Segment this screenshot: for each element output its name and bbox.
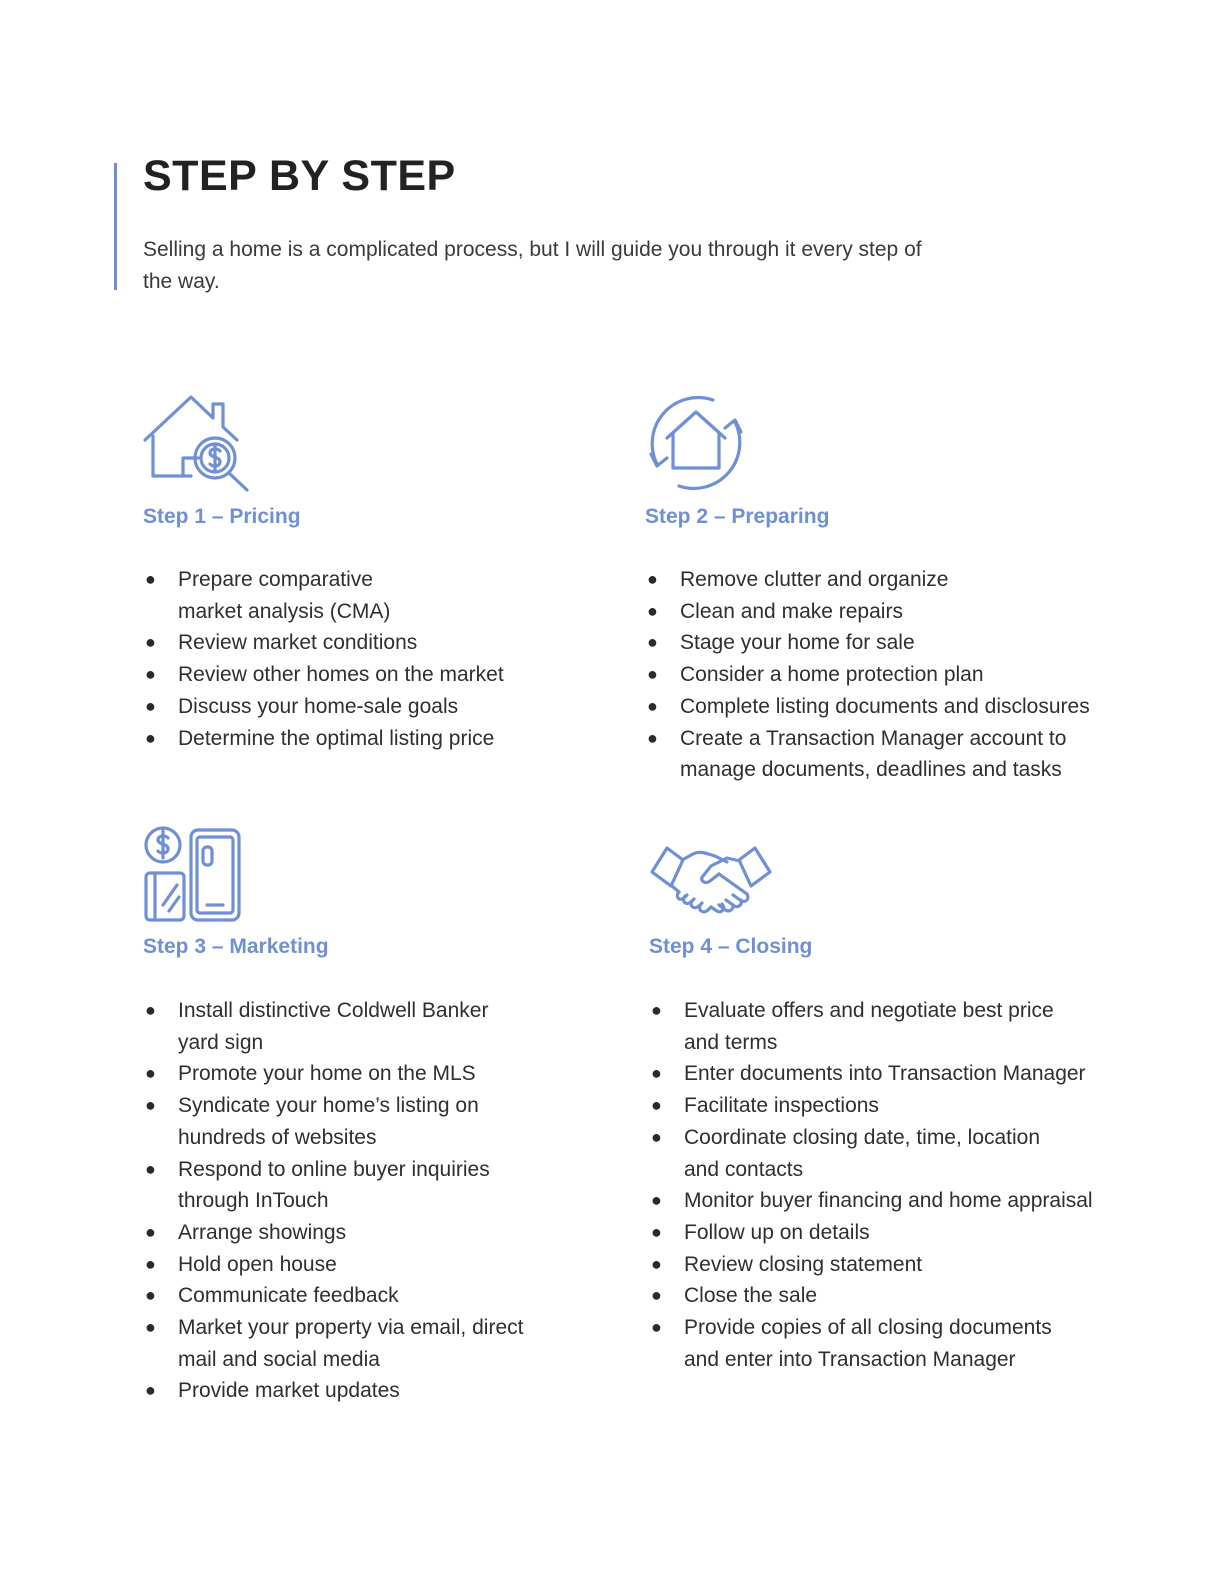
bullet-icon: ● (651, 1063, 662, 1084)
bullet-icon: ● (651, 1285, 662, 1306)
bullet-icon: ● (651, 1190, 662, 1211)
list-item: ● Coordinate closing date, time, location and contacts (649, 1122, 1093, 1185)
step-3-list (143, 995, 523, 1407)
step-2-list (645, 564, 1090, 786)
house-dollar-search-icon (143, 392, 253, 494)
bullet-icon: ● (145, 1095, 156, 1116)
bullet-icon: ● (145, 1253, 156, 1274)
bullet-icon: ● (145, 1000, 156, 1020)
list-item: ● Follow up on details (649, 1217, 1093, 1249)
step-2-title: Step 2 – Preparing (645, 505, 830, 528)
step-4-list (649, 995, 1093, 1375)
bullet-icon: ● (145, 1317, 156, 1338)
bullet-icon: ● (145, 1285, 156, 1306)
list-item: ● Monitor buyer financing and home appraisal (649, 1185, 1093, 1217)
bullet-icon: ● (647, 632, 658, 653)
list-item: ● Discuss your home-sale goals (143, 691, 504, 723)
accent-bar (114, 163, 117, 290)
list-item: ● Communicate feedback (143, 1280, 523, 1312)
list-item: ● Prepare comparative market analysis (CMA) (143, 564, 504, 627)
bullet-icon: ● (651, 1126, 662, 1147)
list-item: ● Promote your home on the MLS (143, 1058, 523, 1090)
bullet-icon: ● (145, 569, 156, 589)
step-1-title: Step 1 – Pricing (143, 505, 301, 528)
list-item: ● Complete listing documents and disclosures (645, 691, 1090, 723)
bullet-icon: ● (651, 1221, 662, 1242)
list-item: ● Market your property via email, direct mail and social media (143, 1312, 523, 1375)
bullet-icon: ● (145, 1063, 156, 1084)
house-cycle-icon (645, 392, 747, 494)
list-item: ● Review other homes on the market (143, 659, 504, 691)
bullet-icon: ● (651, 1095, 662, 1116)
bullet-icon: ● (651, 1317, 662, 1338)
step-4-title: Step 4 – Closing (649, 935, 813, 958)
list-item: ● Evaluate offers and negotiate best price and terms (649, 995, 1093, 1058)
bullet-icon: ● (647, 569, 658, 589)
intro-text: Selling a home is a complicated process, but I will guide you through it every step of the way. (143, 238, 922, 293)
list-item: ● Remove clutter and organize (645, 564, 1090, 596)
list-item: ● Facilitate inspections (649, 1090, 1093, 1122)
list-item: ● Install distinctive Coldwell Banker yard sign (143, 995, 523, 1058)
bullet-icon: ● (647, 664, 658, 685)
bullet-icon: ● (145, 1158, 156, 1179)
bullet-icon: ● (145, 695, 156, 716)
list-item: ● Review market conditions (143, 627, 504, 659)
bullet-icon: ● (145, 1380, 156, 1401)
step-1-list (143, 564, 504, 754)
bullet-icon: ● (145, 632, 156, 653)
list-item: ● Close the sale (649, 1280, 1093, 1312)
bullet-icon: ● (651, 1000, 662, 1020)
list-item: ● Arrange showings (143, 1217, 523, 1249)
bullet-icon: ● (647, 695, 658, 716)
list-item: ● Respond to online buyer inquiries through InTouch (143, 1154, 523, 1217)
list-item: ● Enter documents into Transaction Manager (649, 1058, 1093, 1090)
list-item: ● Determine the optimal listing price (143, 723, 504, 755)
page-title: STEP BY STEP (143, 152, 456, 200)
list-item: ● Syndicate your home’s listing on hundreds of websites (143, 1090, 523, 1153)
mobile-payment-icon (143, 825, 243, 925)
list-item: ● Consider a home protection plan (645, 659, 1090, 691)
list-item: ● Clean and make repairs (645, 596, 1090, 628)
list-item: ● Stage your home for sale (645, 627, 1090, 659)
list-item: ● Create a Transaction Manager account to manage documents, deadlines and tasks (645, 723, 1090, 786)
bullet-icon: ● (145, 727, 156, 748)
bullet-icon: ● (651, 1253, 662, 1274)
bullet-icon: ● (145, 1221, 156, 1242)
bullet-icon: ● (647, 600, 658, 621)
step-3-title: Step 3 – Marketing (143, 935, 329, 958)
list-item: ● Hold open house (143, 1249, 523, 1281)
list-item: ● Review closing statement (649, 1249, 1093, 1281)
list-item: ● Provide copies of all closing documents and enter into Transaction Manager (649, 1312, 1093, 1375)
handshake-icon (649, 840, 773, 922)
bullet-icon: ● (145, 664, 156, 685)
bullet-icon: ● (647, 727, 658, 748)
list-item: ● Provide market updates (143, 1375, 523, 1407)
